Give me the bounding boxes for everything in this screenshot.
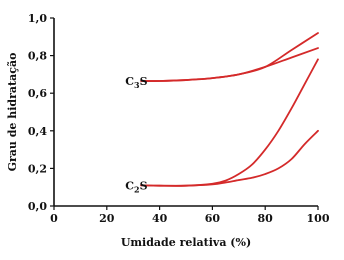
curve-annotation [125,179,147,194]
x-tick-label: 20 [99,212,115,225]
y-tick-label: 0,8 [27,49,47,63]
series-line-3 [141,59,318,185]
y-tick-label: 0,2 [27,162,47,176]
x-tick-label: 60 [204,212,221,225]
axes [50,18,318,210]
annotation-main: C [125,74,135,88]
annotation-tail: S [139,74,148,88]
annotation-subscript: 3 [134,79,140,90]
y-tick-label: 0,4 [27,124,47,138]
curve-annotation [125,75,147,90]
y-tick-label: 0,6 [27,87,47,101]
x-tick-label: 80 [257,212,273,225]
annotation-main: C [125,179,135,193]
x-tick-label: 40 [151,212,168,225]
series-line-2 [141,48,318,81]
y-axis-title: Grau de hidratação [6,52,19,172]
annotation-subscript: 2 [134,184,140,195]
x-axis-title: Umidade relativa (%) [120,236,252,249]
annotation-tail: S [139,179,148,193]
series-layer [141,33,318,186]
x-tick-label: 100 [306,212,330,225]
y-tick-label: 1,0 [27,12,47,25]
x-tick-label: 0 [50,212,58,225]
series-line-4 [141,131,318,186]
y-tick-label: 0,0 [27,200,47,213]
